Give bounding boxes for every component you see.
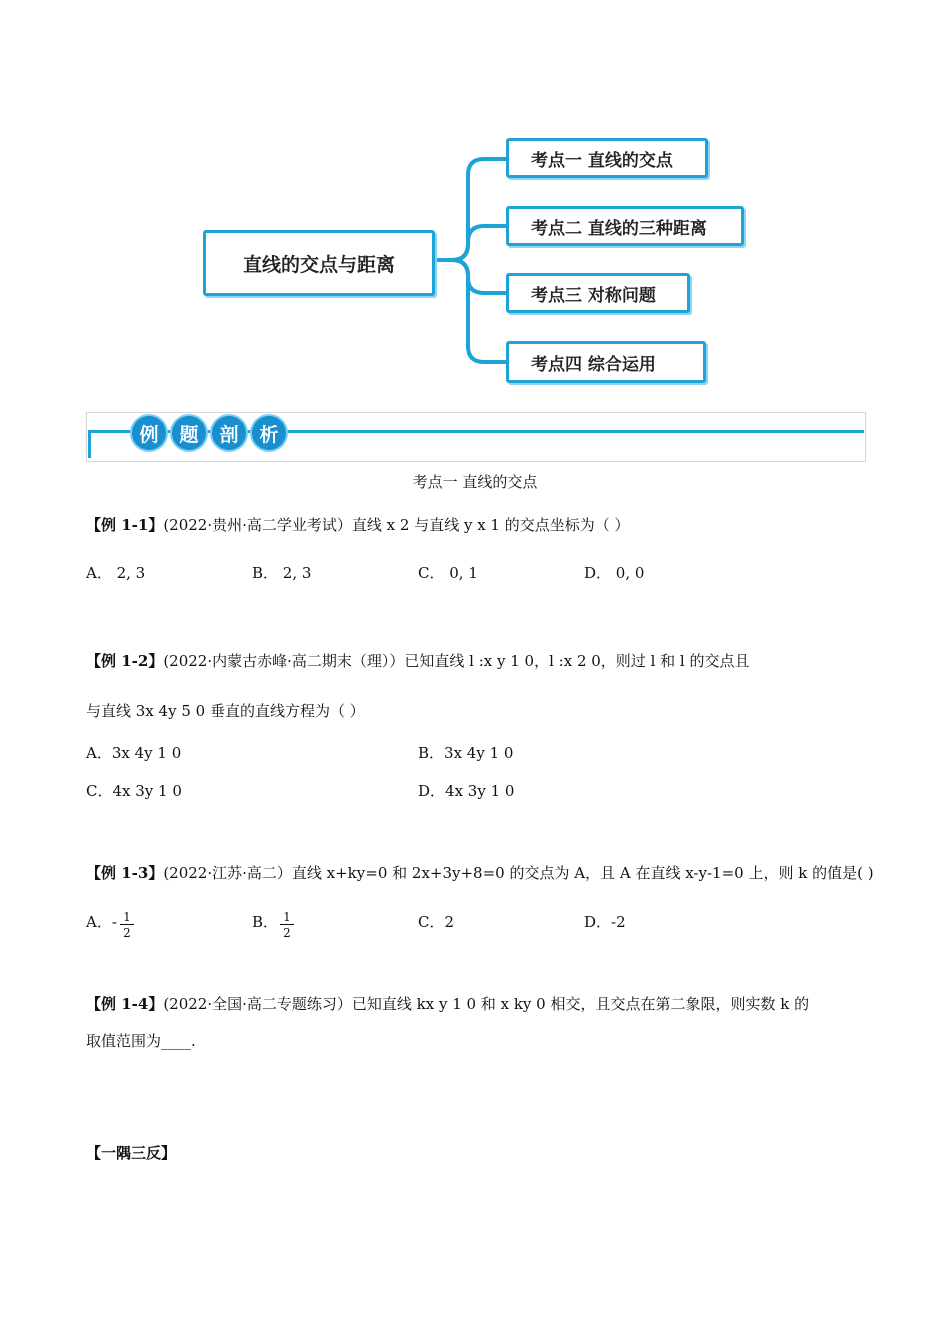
option-d: D．4x 3y 1 0 <box>418 782 515 800</box>
option-a: A．3x 4y 1 0 <box>86 744 182 762</box>
example-1-4 <box>86 994 809 1014</box>
banner-char-2: 题 <box>170 414 208 452</box>
example-tag: 【例 1-3】 <box>86 864 164 882</box>
option-d: D．-2 <box>584 913 626 931</box>
mindmap-branch-1: 考点一 直线的交点 <box>506 138 708 178</box>
mindmap-root: 直线的交点与距离 <box>203 230 435 296</box>
fraction-numerator: 1 <box>283 910 291 924</box>
option-c: C．4x 3y 1 0 <box>86 782 182 800</box>
example-tag: 【例 1-2】 <box>86 652 164 670</box>
banner-char-3: 剖 <box>210 414 248 452</box>
example-1-2 <box>86 651 749 671</box>
option-a: A．- <box>86 913 117 931</box>
fraction-bar <box>120 924 134 925</box>
mindmap-branch-2: 考点二 直线的三种距离 <box>506 206 744 246</box>
section-title: 考点一 直线的交点 <box>412 473 538 491</box>
fraction-denominator: 2 <box>123 926 131 940</box>
option-a: A． 2, 3 <box>86 564 146 582</box>
practice-heading: 【一隅三反】 <box>86 1144 177 1162</box>
example-text: (2022·江苏·高二）直线 x+ky=0 和 2x+3y+8=0 的交点为 A，且 A 在直线 x-y-1=0 上，则 k 的值是( ) <box>163 864 874 882</box>
fraction-denominator: 2 <box>283 926 291 940</box>
banner-char-4: 析 <box>250 414 288 452</box>
fraction-numerator: 1 <box>123 910 131 924</box>
example-1-3 <box>86 863 874 883</box>
mindmap-connectors <box>0 0 950 400</box>
banner-corner <box>88 430 91 458</box>
mindmap-branch-4: 考点四 综合运用 <box>506 341 706 383</box>
option-c: C．2 <box>418 913 455 931</box>
option-b: B． <box>252 913 279 931</box>
example-text: (2022·全国·高二专题练习）已知直线 kx y 1 0 和 x ky 0 相交，且交点在第二象限，则实数 k 的 <box>163 995 810 1013</box>
fraction-bar <box>280 924 294 925</box>
example-text: (2022·内蒙古赤峰·高二期末（理））已知直线 l :x y 1 0，l :x 2 0，则过 l 和 l 的交点且 <box>163 652 750 670</box>
option-d: D． 0, 0 <box>584 564 645 582</box>
example-1-1 <box>86 515 630 535</box>
example-text-line2: 与直线 3x 4y 5 0 垂直的直线方程为（ ） <box>86 702 365 720</box>
example-tag: 【例 1-1】 <box>86 516 164 534</box>
mindmap-branch-3: 考点三 对称问题 <box>506 273 690 313</box>
example-text-line2: 取值范围为____. <box>86 1032 196 1050</box>
option-b: B．3x 4y 1 0 <box>418 744 514 762</box>
example-tag: 【例 1-4】 <box>86 995 164 1013</box>
example-text: (2022·贵州·高二学业考试）直线 x 2 与直线 y x 1 的交点坐标为（ ） <box>163 516 630 534</box>
option-b: B． 2, 3 <box>252 564 312 582</box>
option-c: C． 0, 1 <box>418 564 478 582</box>
banner-char-1: 例 <box>130 414 168 452</box>
